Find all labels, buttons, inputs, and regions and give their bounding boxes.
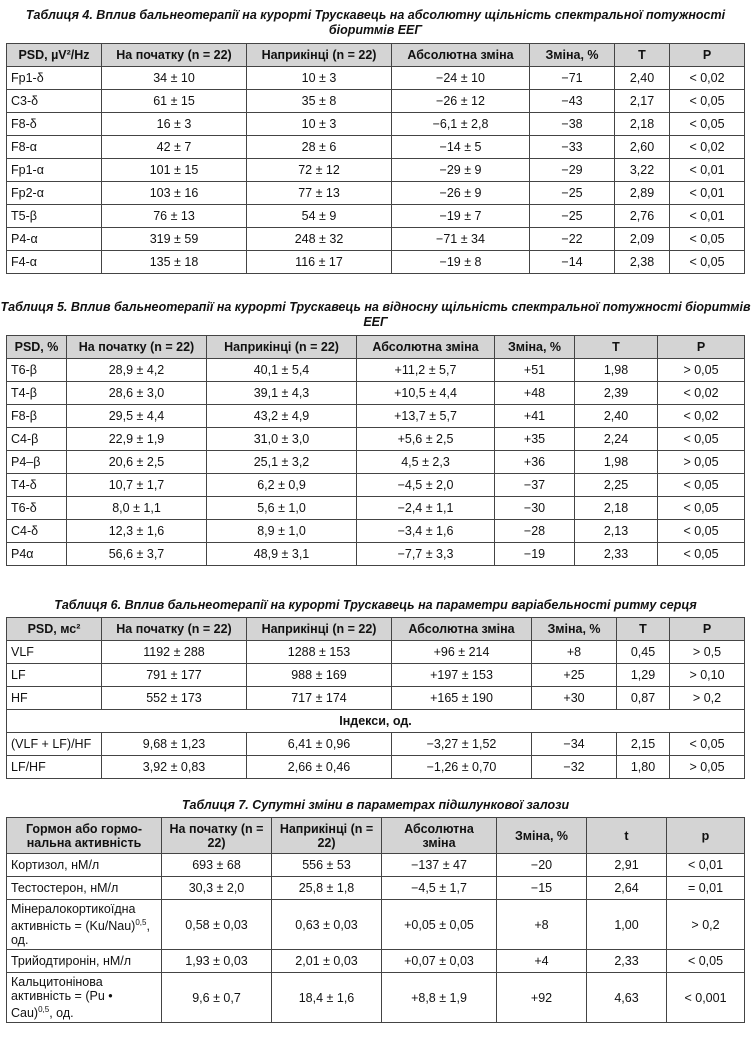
- table-cell: −29: [530, 159, 615, 182]
- column-header: T: [575, 336, 658, 359]
- row-label: F8-β: [7, 405, 67, 428]
- table-cell: 3,22: [615, 159, 670, 182]
- table-cell: 2,66 ± 0,46: [247, 756, 392, 779]
- table-cell: 0,58 ± 0,03: [162, 900, 272, 950]
- table-cell: > 0,2: [670, 687, 745, 710]
- table-cell: > 0,10: [670, 664, 745, 687]
- row-label: Тестостерон, нМ/л: [7, 877, 162, 900]
- table-cell: 9,68 ± 1,23: [102, 733, 247, 756]
- table-row: [7, 900, 745, 950]
- table-cell: +165 ± 190: [392, 687, 532, 710]
- table-cell: −20: [497, 854, 587, 877]
- table-row: [7, 67, 745, 90]
- table-cell: 2,09: [615, 228, 670, 251]
- table-cell: +8: [497, 900, 587, 950]
- table-cell: 135 ± 18: [102, 251, 247, 274]
- table-cell: 103 ± 16: [102, 182, 247, 205]
- row-label: T4-β: [7, 382, 67, 405]
- table-cell: > 0,5: [670, 641, 745, 664]
- row-label: Мінералокортикоїдна активність = $(Ku/Nau)^{0,5}$, од.: [7, 900, 162, 950]
- table-cell: 8,0 ± 1,1: [67, 497, 207, 520]
- table-cell: 39,1 ± 4,3: [207, 382, 357, 405]
- table-cell: −6,1 ± 2,8: [392, 113, 530, 136]
- table-cell: −3,4 ± 1,6: [357, 520, 495, 543]
- row-label: LF/HF: [7, 756, 102, 779]
- table-cell: 10 ± 3: [247, 67, 392, 90]
- table-cell: 18,4 ± 1,6: [272, 973, 382, 1023]
- table-cell: −19 ± 7: [392, 205, 530, 228]
- table-cell: 77 ± 13: [247, 182, 392, 205]
- table-cell: −1,26 ± 0,70: [392, 756, 532, 779]
- section-row: [7, 710, 745, 733]
- table-cell: 25,1 ± 3,2: [207, 451, 357, 474]
- table-cell: −19: [495, 543, 575, 566]
- table-row: [7, 405, 745, 428]
- table-row: [7, 90, 745, 113]
- row-label: P4–β: [7, 451, 67, 474]
- table-cell: 6,41 ± 0,96: [247, 733, 392, 756]
- table-cell: 48,9 ± 3,1: [207, 543, 357, 566]
- table-row: [7, 159, 745, 182]
- row-label: C4-β: [7, 428, 67, 451]
- table-cell: < 0,02: [670, 136, 745, 159]
- table-cell: < 0,05: [658, 428, 745, 451]
- table-cell: −22: [530, 228, 615, 251]
- table-cell: 16 ± 3: [102, 113, 247, 136]
- table-cell: 30,3 ± 2,0: [162, 877, 272, 900]
- column-header: P: [670, 44, 745, 67]
- table-cell: −14 ± 5: [392, 136, 530, 159]
- table-row: [7, 474, 745, 497]
- table-cell: 2,18: [615, 113, 670, 136]
- table-cell: +25: [532, 664, 617, 687]
- table-cell: 9,6 ± 0,7: [162, 973, 272, 1023]
- row-label: HF: [7, 687, 102, 710]
- table-cell: +35: [495, 428, 575, 451]
- table-cell: 1,98: [575, 451, 658, 474]
- table-cell: 2,24: [575, 428, 658, 451]
- table-cell: < 0,01: [670, 205, 745, 228]
- table-cell: < 0,05: [670, 733, 745, 756]
- table-cell: −29 ± 9: [392, 159, 530, 182]
- table-cell: 1288 ± 153: [247, 641, 392, 664]
- table-cell: 1,80: [617, 756, 670, 779]
- table-cell: 2,38: [615, 251, 670, 274]
- table-cell: 248 ± 32: [247, 228, 392, 251]
- row-label: (VLF + LF)/HF: [7, 733, 102, 756]
- table-cell: < 0,01: [670, 159, 745, 182]
- column-header: Наприкінці (n = 22): [272, 818, 382, 854]
- table-cell: > 0,2: [667, 900, 745, 950]
- table5: [6, 335, 745, 566]
- table-cell: 1,29: [617, 664, 670, 687]
- table-cell: 2,33: [575, 543, 658, 566]
- column-header: Наприкінці (n = 22): [207, 336, 357, 359]
- table-cell: −33: [530, 136, 615, 159]
- column-header: Абсолютна зміна: [392, 44, 530, 67]
- table-cell: 717 ± 174: [247, 687, 392, 710]
- table-cell: 2,01 ± 0,03: [272, 950, 382, 973]
- table-cell: 2,17: [615, 90, 670, 113]
- row-label: T6-δ: [7, 497, 67, 520]
- table-cell: −2,4 ± 1,1: [357, 497, 495, 520]
- table-cell: < 0,05: [670, 113, 745, 136]
- table-row: [7, 113, 745, 136]
- table-cell: < 0,05: [658, 497, 745, 520]
- table-cell: 3,92 ± 0,83: [102, 756, 247, 779]
- table-cell: < 0,05: [670, 228, 745, 251]
- row-label: Кальцитонінова активність = (Pu • Cau)$^{0,5}$, од.: [7, 973, 162, 1023]
- column-header: P: [658, 336, 745, 359]
- table-cell: −3,27 ± 1,52: [392, 733, 532, 756]
- table-cell: 2,39: [575, 382, 658, 405]
- table-cell: −28: [495, 520, 575, 543]
- table-cell: 10 ± 3: [247, 113, 392, 136]
- table-cell: 5,6 ± 1,0: [207, 497, 357, 520]
- table-row: [7, 664, 745, 687]
- table-cell: −25: [530, 182, 615, 205]
- column-header: PSD, µV²/Hz: [7, 44, 102, 67]
- table-cell: +0,07 ± 0,03: [382, 950, 497, 973]
- table7-header-row: [7, 818, 745, 854]
- table-cell: 34 ± 10: [102, 67, 247, 90]
- table-cell: 2,33: [587, 950, 667, 973]
- table5-caption: Таблиця 5. Вплив бальнеотерапії на курорті Трускавець на відносну щільність спектральної потужності біоритмів ЕЕГ: [0, 300, 751, 329]
- table-cell: −32: [532, 756, 617, 779]
- table-cell: −14: [530, 251, 615, 274]
- table-cell: < 0,05: [667, 950, 745, 973]
- column-header: t: [587, 818, 667, 854]
- table-row: [7, 877, 745, 900]
- table-row: [7, 520, 745, 543]
- table-cell: 988 ± 169: [247, 664, 392, 687]
- table-cell: +8,8 ± 1,9: [382, 973, 497, 1023]
- table4-header-row: [7, 44, 745, 67]
- table-cell: < 0,01: [667, 854, 745, 877]
- row-label: Трийодтиронін, нМ/л: [7, 950, 162, 973]
- table-row: [7, 497, 745, 520]
- table-cell: 0,45: [617, 641, 670, 664]
- table-cell: 28,6 ± 3,0: [67, 382, 207, 405]
- table-cell: 12,3 ± 1,6: [67, 520, 207, 543]
- table-cell: 22,9 ± 1,9: [67, 428, 207, 451]
- table-cell: > 0,05: [658, 451, 745, 474]
- table-cell: +51: [495, 359, 575, 382]
- table-row: [7, 973, 745, 1023]
- table-row: [7, 756, 745, 779]
- table-row: [7, 543, 745, 566]
- row-label: F8-δ: [7, 113, 102, 136]
- row-label: Кортизол, нМ/л: [7, 854, 162, 877]
- column-header: Абсолютна зміна: [357, 336, 495, 359]
- table-cell: −137 ± 47: [382, 854, 497, 877]
- table-cell: 1,00: [587, 900, 667, 950]
- table-cell: 35 ± 8: [247, 90, 392, 113]
- table-cell: 31,0 ± 3,0: [207, 428, 357, 451]
- table-cell: −71: [530, 67, 615, 90]
- table-row: [7, 205, 745, 228]
- table-cell: −34: [532, 733, 617, 756]
- table-cell: 25,8 ± 1,8: [272, 877, 382, 900]
- row-label: F4-α: [7, 251, 102, 274]
- table-cell: 116 ± 17: [247, 251, 392, 274]
- table-row: [7, 854, 745, 877]
- column-header: Зміна, %: [495, 336, 575, 359]
- table-cell: +48: [495, 382, 575, 405]
- table-cell: −30: [495, 497, 575, 520]
- row-label: Fp1-δ: [7, 67, 102, 90]
- table-cell: < 0,001: [667, 973, 745, 1023]
- table-cell: 2,13: [575, 520, 658, 543]
- table-cell: 791 ± 177: [102, 664, 247, 687]
- row-label: C3-δ: [7, 90, 102, 113]
- table-cell: 2,64: [587, 877, 667, 900]
- table-row: [7, 382, 745, 405]
- table-cell: +30: [532, 687, 617, 710]
- table-cell: < 0,05: [658, 474, 745, 497]
- table-cell: < 0,02: [670, 67, 745, 90]
- table-cell: 2,76: [615, 205, 670, 228]
- table-cell: +197 ± 153: [392, 664, 532, 687]
- table-row: [7, 136, 745, 159]
- column-header: T: [615, 44, 670, 67]
- table-row: [7, 359, 745, 382]
- table-cell: 693 ± 68: [162, 854, 272, 877]
- table-cell: 0,63 ± 0,03: [272, 900, 382, 950]
- table-cell: 2,18: [575, 497, 658, 520]
- table-row: [7, 641, 745, 664]
- table-row: [7, 451, 745, 474]
- table-cell: +5,6 ± 2,5: [357, 428, 495, 451]
- table-cell: −24 ± 10: [392, 67, 530, 90]
- table-cell: +36: [495, 451, 575, 474]
- table-row: [7, 182, 745, 205]
- column-header: Зміна, %: [530, 44, 615, 67]
- table-cell: 2,15: [617, 733, 670, 756]
- table-cell: 319 ± 59: [102, 228, 247, 251]
- table-cell: −43: [530, 90, 615, 113]
- table-cell: −26 ± 12: [392, 90, 530, 113]
- row-label: LF: [7, 664, 102, 687]
- column-header: На початку (n = 22): [162, 818, 272, 854]
- table-cell: −71 ± 34: [392, 228, 530, 251]
- table-row: [7, 228, 745, 251]
- table-cell: +0,05 ± 0,05: [382, 900, 497, 950]
- column-header: PSD, %: [7, 336, 67, 359]
- table-cell: 43,2 ± 4,9: [207, 405, 357, 428]
- table7-caption: Таблиця 7. Супутні зміни в параметрах підшлункової залози: [181, 798, 570, 812]
- table7: [6, 817, 745, 1023]
- table-cell: 556 ± 53: [272, 854, 382, 877]
- table-cell: 2,91: [587, 854, 667, 877]
- column-header: Абсолютна зміна: [382, 818, 497, 854]
- table-cell: 10,7 ± 1,7: [67, 474, 207, 497]
- table-cell: −37: [495, 474, 575, 497]
- table6: [6, 617, 745, 779]
- table-cell: 0,87: [617, 687, 670, 710]
- table-cell: +10,5 ± 4,4: [357, 382, 495, 405]
- table-cell: 2,40: [575, 405, 658, 428]
- table-cell: 1,98: [575, 359, 658, 382]
- table6-caption: Таблиця 6. Вплив бальнеотерапії на курорті Трускавець на параметри варіабельності ритму серця: [54, 598, 697, 612]
- row-label: P4-α: [7, 228, 102, 251]
- table-cell: 1192 ± 288: [102, 641, 247, 664]
- table-row: [7, 733, 745, 756]
- table-cell: < 0,01: [670, 182, 745, 205]
- section-label: Індекси, од.: [7, 710, 745, 733]
- table-cell: +13,7 ± 5,7: [357, 405, 495, 428]
- column-header: p: [667, 818, 745, 854]
- table-row: [7, 428, 745, 451]
- column-header: Абсолютна зміна: [392, 618, 532, 641]
- table-cell: 2,25: [575, 474, 658, 497]
- table-cell: 28 ± 6: [247, 136, 392, 159]
- row-label: P4α: [7, 543, 67, 566]
- table-cell: 4,5 ± 2,3: [357, 451, 495, 474]
- table-cell: 28,9 ± 4,2: [67, 359, 207, 382]
- table-cell: 6,2 ± 0,9: [207, 474, 357, 497]
- column-header: Зміна, %: [497, 818, 587, 854]
- table-cell: < 0,05: [658, 520, 745, 543]
- table-cell: 2,60: [615, 136, 670, 159]
- table-cell: 29,5 ± 4,4: [67, 405, 207, 428]
- table-cell: +8: [532, 641, 617, 664]
- table-cell: < 0,05: [670, 90, 745, 113]
- row-label: C4-δ: [7, 520, 67, 543]
- row-label: F8-α: [7, 136, 102, 159]
- table-cell: +92: [497, 973, 587, 1023]
- table-cell: 2,40: [615, 67, 670, 90]
- column-header: P: [670, 618, 745, 641]
- table-cell: 61 ± 15: [102, 90, 247, 113]
- table-cell: 40,1 ± 5,4: [207, 359, 357, 382]
- table-cell: 56,6 ± 3,7: [67, 543, 207, 566]
- column-header: На початку (n = 22): [102, 618, 247, 641]
- table-cell: 2,89: [615, 182, 670, 205]
- row-label: T4-δ: [7, 474, 67, 497]
- table-cell: −7,7 ± 3,3: [357, 543, 495, 566]
- table-cell: −26 ± 9: [392, 182, 530, 205]
- table-cell: −25: [530, 205, 615, 228]
- column-header: На початку (n = 22): [102, 44, 247, 67]
- table-cell: 42 ± 7: [102, 136, 247, 159]
- column-header: Зміна, %: [532, 618, 617, 641]
- table-cell: 8,9 ± 1,0: [207, 520, 357, 543]
- table-cell: < 0,02: [658, 405, 745, 428]
- column-header: Наприкінці (n = 22): [247, 44, 392, 67]
- table-cell: −4,5 ± 1,7: [382, 877, 497, 900]
- table-cell: 76 ± 13: [102, 205, 247, 228]
- table-cell: 20,6 ± 2,5: [67, 451, 207, 474]
- table5-header-row: [7, 336, 745, 359]
- table-cell: = 0,01: [667, 877, 745, 900]
- column-header: На початку (n = 22): [67, 336, 207, 359]
- row-label: Fp1-α: [7, 159, 102, 182]
- table-cell: +96 ± 214: [392, 641, 532, 664]
- column-header: PSD, мс²: [7, 618, 102, 641]
- table-cell: < 0,05: [670, 251, 745, 274]
- table-cell: −38: [530, 113, 615, 136]
- column-header: Наприкінці (n = 22): [247, 618, 392, 641]
- table4-caption: Таблиця 4. Вплив бальнеотерапії на курорті Трускавець на абсолютну щільність спектральної потужності біоритмів ЕЕГ: [25, 8, 726, 37]
- table-cell: 101 ± 15: [102, 159, 247, 182]
- table-cell: > 0,05: [670, 756, 745, 779]
- table4: [6, 43, 745, 274]
- table-row: [7, 687, 745, 710]
- table-cell: 1,93 ± 0,03: [162, 950, 272, 973]
- table-row: [7, 251, 745, 274]
- table-row: [7, 950, 745, 973]
- row-label: T5-β: [7, 205, 102, 228]
- table-cell: 72 ± 12: [247, 159, 392, 182]
- table-cell: 4,63: [587, 973, 667, 1023]
- table-cell: +11,2 ± 5,7: [357, 359, 495, 382]
- row-label: T6-β: [7, 359, 67, 382]
- table-cell: −19 ± 8: [392, 251, 530, 274]
- table-cell: −15: [497, 877, 587, 900]
- table-cell: 552 ± 173: [102, 687, 247, 710]
- table-cell: +4: [497, 950, 587, 973]
- table-cell: 54 ± 9: [247, 205, 392, 228]
- table6-header-row: [7, 618, 745, 641]
- table-cell: +41: [495, 405, 575, 428]
- table-cell: > 0,05: [658, 359, 745, 382]
- column-header: Гормон або гормо-нальна активність: [7, 818, 162, 854]
- table-cell: < 0,05: [658, 543, 745, 566]
- row-label: VLF: [7, 641, 102, 664]
- column-header: T: [617, 618, 670, 641]
- row-label: Fp2-α: [7, 182, 102, 205]
- table-cell: −4,5 ± 2,0: [357, 474, 495, 497]
- table-cell: < 0,02: [658, 382, 745, 405]
